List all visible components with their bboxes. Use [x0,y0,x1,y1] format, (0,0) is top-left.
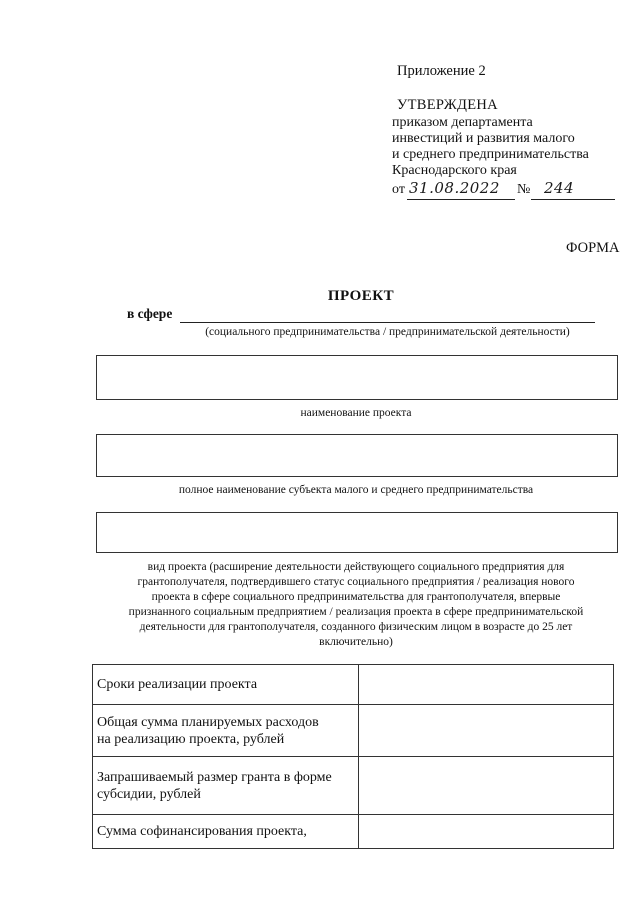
project-type-caption [96,560,616,650]
table-row [93,815,614,849]
row-value-cell[interactable] [359,705,614,757]
caption-line: деятельности для грантополучателя, созданного физическим лицом в возрасте до 25 лет [139,621,573,633]
caption-line: вид проекта (расширение деятельности действующего социального предприятия для [147,561,565,573]
appendix-label: Приложение 2 [397,63,486,79]
order-number-handwritten: 244 [544,179,575,197]
row-value-cell[interactable] [359,757,614,815]
row-label-line: Сумма софинансирования проекта, [97,824,307,839]
row-label-line: субсидии, рублей [97,786,201,802]
entity-name-caption: полное наименование субъекта малого и среднего предпринимательства [178,484,534,496]
order-prefix: от [392,182,405,197]
approval-line: Краснодарского края [392,163,517,178]
caption-line: проекта в сфере социального предпринимательства для грантополучателя, впервые [151,591,561,603]
order-reference [392,179,617,204]
row-label [93,665,359,705]
sphere-caption: (социального предпринимательства / предпринимательской деятельности) [205,326,570,338]
order-number-underline [531,199,615,200]
caption-line: включительно) [319,636,393,648]
approval-line: приказом департамента [392,115,533,130]
document-title: ПРОЕКТ [327,288,395,304]
row-label-line: Общая сумма планируемых расходов [97,714,319,730]
order-date-handwritten: 31.08.2022 [409,179,500,197]
sphere-input-line[interactable] [180,322,595,323]
row-value-cell[interactable] [359,665,614,705]
row-label-line: Сроки реализации проекта [97,677,258,692]
approval-line: и среднего предпринимательства [392,147,589,162]
order-number-sign: № [517,182,531,197]
approved-stamp-title: УТВЕРЖДЕНА [397,97,498,113]
sphere-label: в сфере [127,306,173,321]
project-type-field[interactable] [96,512,618,553]
row-value-cell[interactable] [359,815,614,849]
table-row [93,705,614,757]
caption-line: признанного социальным предприятием / реализация проекта в сфере предпринимательской [128,606,584,618]
row-label [93,757,359,815]
entity-name-field[interactable] [96,434,618,477]
order-date-underline [407,199,515,200]
project-info-table [92,664,614,849]
row-label-line: на реализацию проекта, рублей [97,731,285,747]
row-label-line: Запрашиваемый размер гранта в форме [97,769,332,785]
caption-line: грантополучателя, подтвердившего статус социального предприятия / реализация нового [137,576,575,588]
project-name-caption: наименование проекта [300,407,412,419]
row-label [93,815,359,849]
table-row [93,665,614,705]
form-label: ФОРМА [566,240,620,256]
approval-line: инвестиций и развития малого [392,131,575,146]
project-name-field[interactable] [96,355,618,400]
table-row [93,757,614,815]
row-label [93,705,359,757]
